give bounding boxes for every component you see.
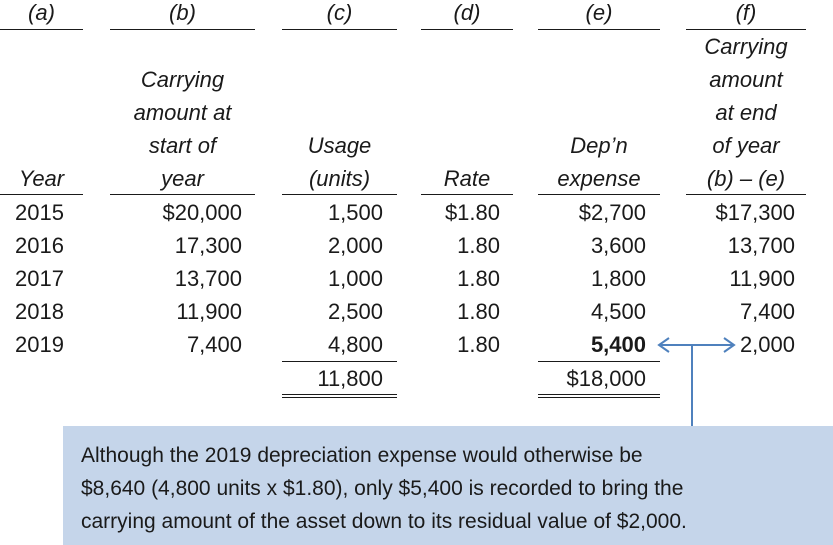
note-line: carrying amount of the asset down to its residual value of $2,000. bbox=[81, 510, 687, 533]
col-d-letter: (d) bbox=[453, 0, 481, 25]
col-c-letter: (c) bbox=[326, 0, 353, 25]
col-d-label: Rate bbox=[443, 166, 491, 191]
cell-rate: 1.80 bbox=[457, 299, 500, 324]
cell-usage: 1,500 bbox=[327, 200, 383, 225]
cell-year: 2018 bbox=[15, 299, 64, 324]
col-f-label-2: at end bbox=[715, 100, 777, 125]
cell-rate: 1.80 bbox=[457, 332, 500, 357]
cell-start: $20,000 bbox=[162, 200, 242, 225]
cell-expense: $2,700 bbox=[578, 200, 646, 225]
cell-start: 11,900 bbox=[176, 299, 242, 324]
cell-end: 2,000 bbox=[739, 332, 795, 357]
col-b-label-3: start of bbox=[148, 133, 217, 158]
col-f-label-4: (b) – (e) bbox=[706, 166, 786, 191]
col-f-letter: (f) bbox=[735, 0, 757, 25]
cell-expense: 1,800 bbox=[590, 266, 646, 291]
col-e-label-3: Dep’n bbox=[570, 133, 628, 158]
col-e-letter: (e) bbox=[585, 0, 613, 25]
cell-usage: 4,800 bbox=[327, 332, 383, 357]
cell-expense: 4,500 bbox=[590, 299, 646, 324]
cell-end: 7,400 bbox=[739, 299, 795, 324]
note-line: $8,640 (4,800 units x $1.80), only $5,400 is recorded to bring the bbox=[81, 477, 684, 500]
cell-year: 2015 bbox=[15, 200, 64, 225]
cell-expense-highlighted: 5,400 bbox=[590, 332, 646, 357]
cell-start: 7,400 bbox=[186, 332, 242, 357]
col-a-letter: (a) bbox=[28, 0, 55, 25]
cell-usage: 2,000 bbox=[327, 233, 383, 258]
cell-expense: 3,600 bbox=[590, 233, 646, 258]
cell-rate: 1.80 bbox=[457, 266, 500, 291]
cell-start: 17,300 bbox=[174, 233, 242, 258]
col-b-label-1: Carrying bbox=[140, 67, 225, 92]
cell-year: 2019 bbox=[15, 332, 64, 357]
cell-usage: 2,500 bbox=[327, 299, 383, 324]
col-b-label-4: year bbox=[161, 166, 204, 191]
cell-end: 11,900 bbox=[729, 266, 795, 291]
col-c-label-3: Usage bbox=[307, 133, 372, 158]
note-line: Although the 2019 depreciation expense would otherwise be bbox=[81, 444, 643, 467]
col-f-label-1: amount bbox=[709, 67, 783, 92]
col-c-label-4: (units) bbox=[308, 166, 371, 191]
cell-start: 13,700 bbox=[174, 266, 242, 291]
col-e-label-4: expense bbox=[557, 166, 641, 191]
cell-end: 13,700 bbox=[727, 233, 795, 258]
total-usage: 11,800 bbox=[317, 366, 383, 391]
col-b-label-2: amount at bbox=[133, 100, 232, 125]
cell-year: 2017 bbox=[15, 266, 64, 291]
cell-rate: 1.80 bbox=[457, 233, 500, 258]
col-a-label: Year bbox=[18, 166, 65, 191]
cell-rate: $1.80 bbox=[444, 200, 500, 225]
col-f-label-0: Carrying bbox=[704, 34, 788, 59]
explanation-note bbox=[63, 426, 833, 545]
cell-usage: 1,000 bbox=[327, 266, 383, 291]
col-f-label-3: of year bbox=[712, 133, 780, 158]
col-b-letter: (b) bbox=[169, 0, 196, 25]
cell-year: 2016 bbox=[15, 233, 64, 258]
cell-end: $17,300 bbox=[715, 200, 795, 225]
total-expense: $18,000 bbox=[566, 366, 646, 391]
